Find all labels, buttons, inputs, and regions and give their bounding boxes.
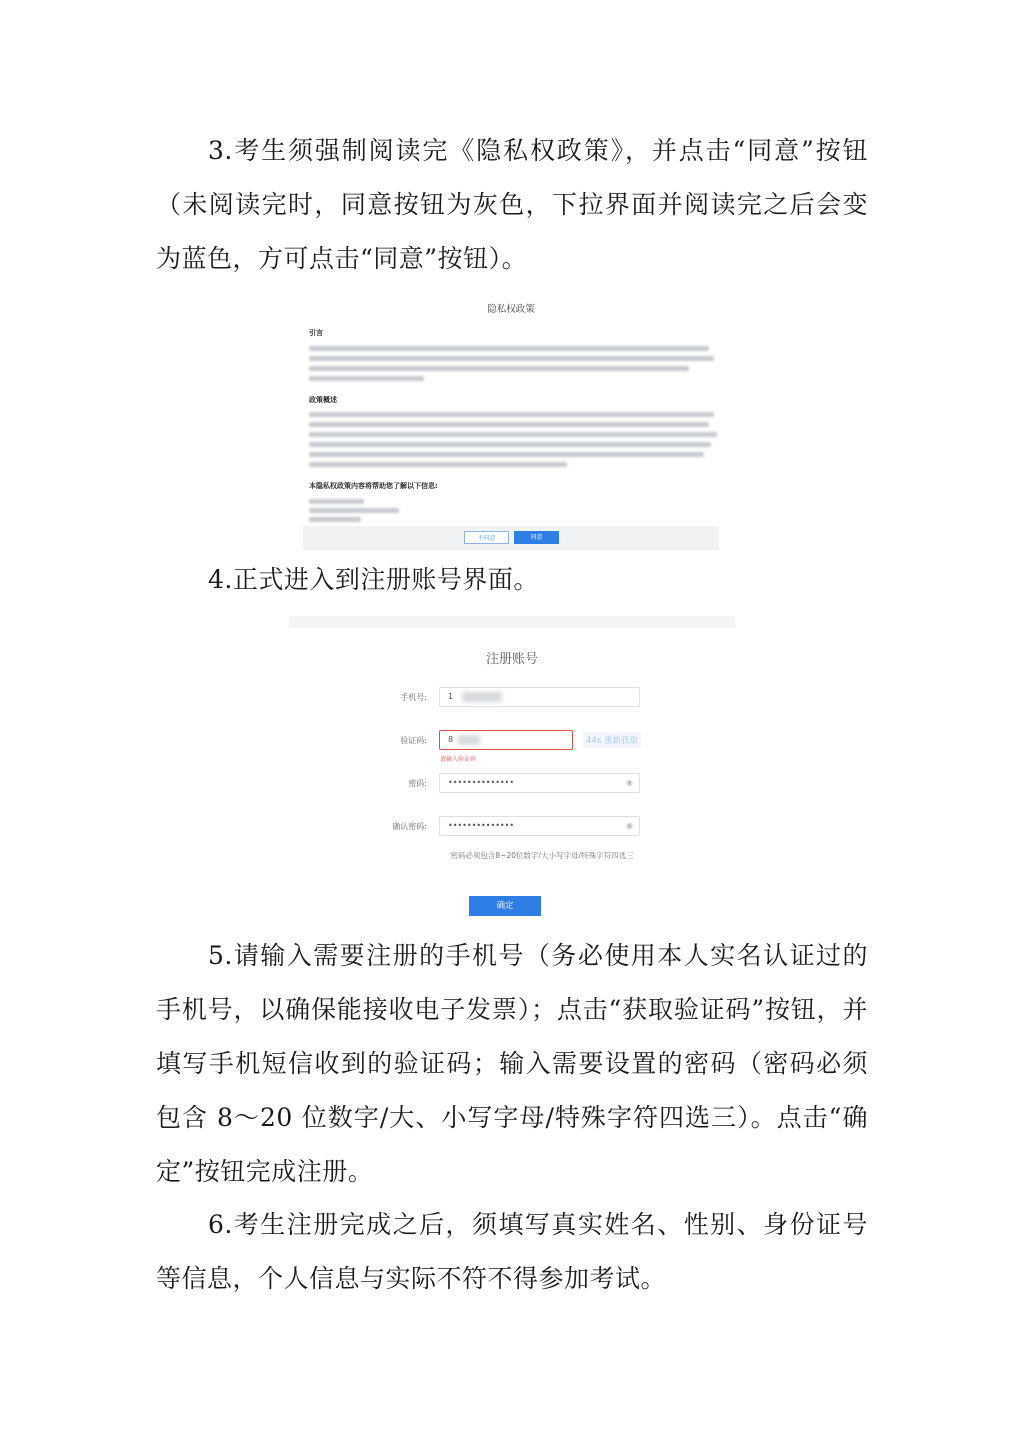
- code-error-text: 请输入验证码: [440, 756, 477, 763]
- blurred-text-line: [309, 412, 714, 417]
- blurred-text-line: [309, 499, 364, 504]
- register-title: 注册账号: [485, 652, 538, 667]
- blurred-text-line: [309, 356, 714, 361]
- blurred-text-line: [309, 462, 567, 467]
- step-5-text: 5.请输入需要注册的手机号（务必使用本人实名认证过的手机号，以确保能接收电子发票）；点击“获取验证码”按钮，并填写手机短信收到的验证码；输入需要设置的密码（密码必须包含 8～20 位数字/大、小写字母/特殊字符四选三）。点击“确定”按钮完成注册。: [156, 941, 868, 1186]
- disagree-button[interactable]: 不同意: [464, 531, 509, 544]
- password-input[interactable]: [439, 773, 640, 793]
- phone-value: 1: [448, 692, 454, 701]
- step-5-paragraph: [156, 929, 868, 1199]
- step-6-paragraph: [156, 1198, 868, 1306]
- blurred-text-line: [309, 517, 361, 522]
- redaction-mask: [458, 735, 480, 745]
- blurred-text-line: [309, 432, 717, 437]
- password-hint: 密码必须包含8~20位数字/大小写字母/特殊字符四选三: [450, 851, 634, 860]
- step-4-paragraph: [156, 553, 868, 607]
- blurred-text-line: [309, 376, 424, 381]
- confirm-password-input[interactable]: [439, 816, 640, 836]
- register-screenshot: [289, 616, 735, 926]
- privacy-section-info: 本隐私权政策内容将帮助您了解以下信息:: [309, 482, 438, 490]
- confirm-password-value: ••••••••••••••: [448, 821, 515, 830]
- step-3-paragraph: [156, 124, 868, 286]
- step-3-text: 3.考生须强制阅读完《隐私权政策》，并点击“同意”按钮（未阅读完时，同意按钮为灰色，下拉界面并阅读完之后会变为蓝色，方可点击“同意”按钮）。: [156, 136, 868, 273]
- code-value: 8: [448, 735, 454, 744]
- step-6-text: 6.考生注册完成之后，须填写真实姓名、性别、身份证号等信息，个人信息与实际不符不得参加考试。: [156, 1210, 868, 1293]
- confirm-password-label: 确认密码:: [392, 822, 427, 831]
- code-input[interactable]: [439, 730, 573, 750]
- redaction-mask: [462, 692, 502, 702]
- submit-button[interactable]: 确定: [469, 896, 541, 916]
- blurred-text-line: [309, 422, 709, 427]
- blurred-text-line: [309, 452, 704, 457]
- privacy-section-overview: 政策概述: [309, 396, 337, 404]
- agree-button[interactable]: 同意: [514, 531, 559, 544]
- privacy-title: 隐私权政策: [487, 304, 535, 315]
- register-top-bar: [289, 616, 735, 628]
- resend-code-button[interactable]: 44s 重新获取: [583, 732, 641, 748]
- privacy-footer: [303, 526, 719, 550]
- password-value: ••••••••••••••: [448, 778, 515, 787]
- eye-icon[interactable]: ◉: [626, 778, 633, 787]
- blurred-text-line: [309, 366, 689, 371]
- step-4-text: 4.正式进入到注册账号界面。: [208, 565, 539, 594]
- phone-label: 手机号:: [400, 693, 427, 702]
- phone-input[interactable]: [439, 687, 640, 707]
- password-label: 密码:: [408, 779, 427, 788]
- blurred-text-line: [309, 346, 709, 351]
- privacy-section-intro: 引言: [309, 329, 323, 337]
- blurred-text-line: [309, 442, 711, 447]
- privacy-policy-screenshot: [303, 294, 719, 550]
- blurred-text-line: [309, 508, 399, 513]
- code-label: 验证码:: [400, 736, 427, 745]
- eye-icon[interactable]: ◉: [626, 821, 633, 830]
